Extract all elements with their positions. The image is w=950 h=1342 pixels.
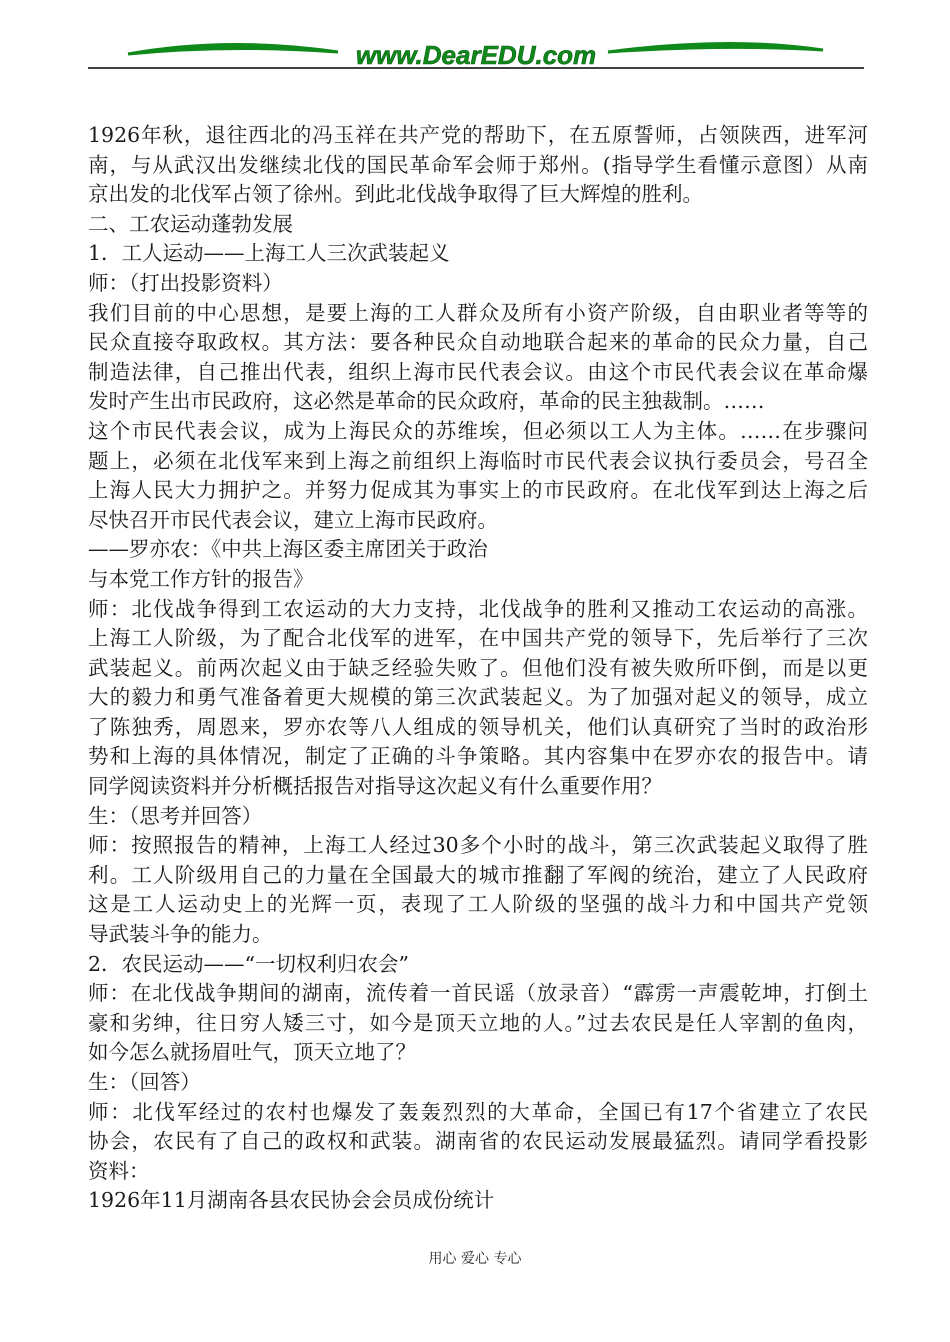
- text-line: 1926年秋，退往西北的冯玉祥在共产党的帮助下，在五原誓师，占领陕西，进军河: [88, 123, 868, 147]
- text-line: 这个市民代表会议，成为上海民众的苏维埃，但必须以工人为主体。……在步骤问: [88, 418, 868, 443]
- text-line: 2．农民运动——“一切权利归农会”: [88, 951, 410, 976]
- text-line: 民众直接夺取政权。其方法：要各种民众自动地联合起来的革命的民众力量，自己: [88, 330, 868, 355]
- text-line: 同学阅读资料并分析概括报告对指导这次起义有什么重要作用？: [88, 774, 662, 799]
- text-line: 师：北伐军经过的农村也爆发了轰轰烈烈的大革命，全国已有17个省建立了农民: [88, 1099, 868, 1124]
- page-footer: 用心 爱心 专心: [428, 1251, 522, 1267]
- text-line: 如今怎么就扬眉吐气，顶天立地了？: [88, 1040, 416, 1065]
- page-header: [88, 28, 864, 76]
- text-line: 1．工人运动——上海工人三次武装起义: [88, 241, 450, 266]
- text-line: 豪和劣绅，往日穷人矮三寸，如今是顶天立地的人。”过去农民是任人宰割的鱼肉，: [88, 1010, 868, 1035]
- text-line: 发时产生出市民政府，这必然是革命的民众政府，革命的民主独裁制。……: [88, 389, 765, 414]
- text-line: 上海人民大力拥护之。并努力促成其为事实上的市民政府。在北伐军到达上海之后: [88, 478, 868, 503]
- document-body: [88, 121, 868, 1216]
- text-line: 势和上海的具体情况，制定了正确的斗争策略。其内容集中在罗亦农的报告中。请: [88, 744, 868, 769]
- text-line: 题上，必须在北伐军来到上海之前组织上海临时市民代表会议执行委员会，号召全: [88, 448, 868, 473]
- text-line: 二、工农运动蓬勃发展: [88, 211, 293, 236]
- right-swoosh: [608, 43, 823, 52]
- text-line: 师：（打出投影资料）: [88, 270, 283, 295]
- text-line: 南，与从武汉出发继续北伐的国民革命军会师于郑州。(指导学生看懂示意图）从南: [88, 152, 868, 177]
- text-line: 生：（回答）: [88, 1070, 201, 1094]
- text-line: 上海工人阶级，为了配合北伐军的进军，在中国共产党的领导下，先后举行了三次: [88, 626, 868, 651]
- text-line: 生：（思考并回答）: [88, 803, 263, 828]
- text-line: 制造法律，自己推出代表，组织上海市民代表会议。由这个市民代表会议在革命爆: [88, 359, 868, 384]
- text-line: 大的毅力和勇气准备着更大规模的第三次武装起义。为了加强对起义的领导，成立: [88, 685, 868, 710]
- text-line: 师：按照报告的精神，上海工人经过30多个小时的战斗，第三次武装起义取得了胜: [88, 833, 868, 858]
- dearedu-logo: [88, 28, 864, 76]
- text-line: 了陈独秀，周恩来，罗亦农等八人组成的领导机关，他们认真研究了当时的政治形: [88, 714, 868, 739]
- text-line: 这是工人运动史上的光辉一页，表现了工人阶级的坚强的战斗力和中国共产党领: [88, 892, 868, 917]
- text-line: 师：在北伐战争期间的湖南，流传着一首民谣（放录音）“霹雳一声震乾坤，打倒土: [88, 981, 868, 1006]
- text-line: 京出发的北伐军占领了徐州。到此北伐战争取得了巨大辉煌的胜利。: [88, 182, 703, 207]
- text-line: 武装起义。前两次起义由于缺乏经验失败了。但他们没有被失败所吓倒，而是以更: [88, 655, 868, 680]
- text-line: 1926年11月湖南各县农民协会会员成份统计: [88, 1188, 495, 1213]
- text-line: 尽快召开市民代表会议，建立上海市民政府。: [88, 507, 498, 532]
- text-line: 我们目前的中心思想，是要上海的工人群众及所有小资产阶级，自由职业者等等的: [88, 300, 868, 325]
- text-line: 协会，农民有了自己的政权和武装。湖南省的农民运动发展最猛烈。请同学看投影: [88, 1129, 868, 1154]
- text-line: ——罗亦农：《中共上海区委主席团关于政治: [88, 537, 488, 562]
- text-line: 利。工人阶级用自己的力量在全国最大的城市推翻了军阀的统治，建立了人民政府: [88, 862, 868, 887]
- logo-text: www.DearEDU.com: [355, 40, 597, 70]
- text-line: 导武装斗争的能力。: [88, 922, 273, 947]
- text-line: 与本党工作方针的报告》: [88, 566, 314, 591]
- left-swoosh: [128, 44, 338, 54]
- text-line: 资料：: [88, 1158, 150, 1183]
- text-line: 师：北伐战争得到工农运动的大力支持，北伐战争的胜利又推动工农运动的高涨。: [88, 596, 868, 621]
